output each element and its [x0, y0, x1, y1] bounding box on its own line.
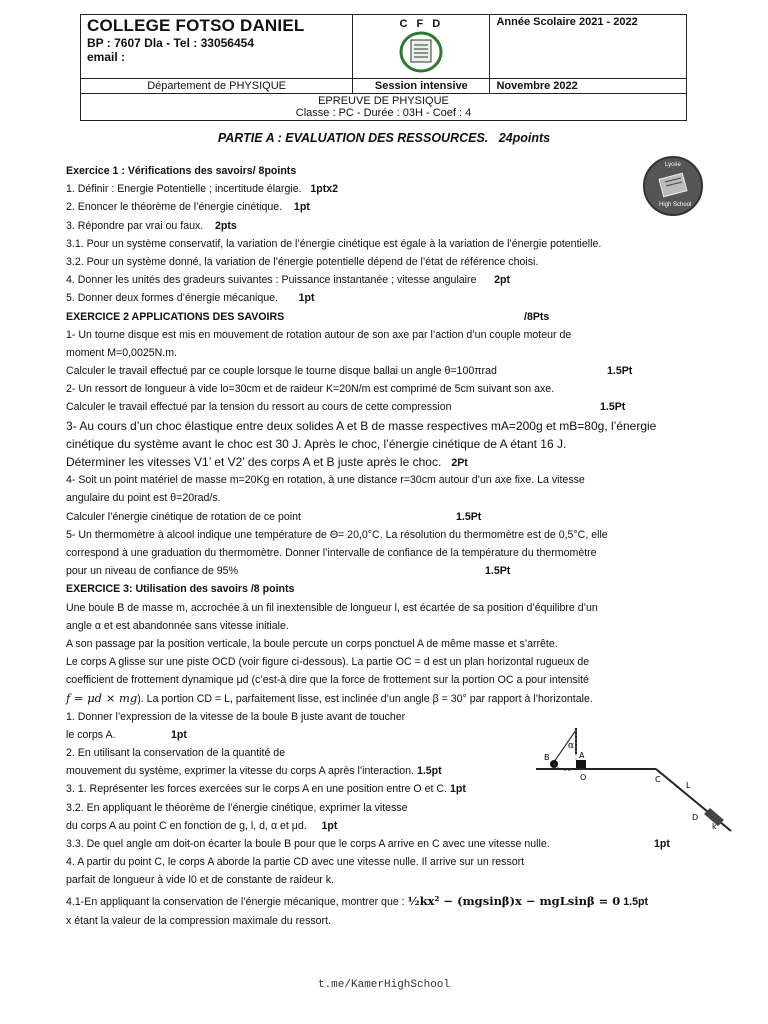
ex3-q4a: 4. A partir du point C, le corps A aborde la partie CD avec une vitesse nulle. Il arrive sur un ressort [66, 856, 525, 869]
label-l: L [686, 781, 691, 790]
ex2-l12: 5- Un thermomètre à alcool indique une température de Θ= 20,0°C. La résolution du thermomètre est de 0,5°C, elle [66, 528, 608, 541]
ex1-q3 [66, 217, 706, 235]
ex1-q1-points: 1ptx2 [310, 183, 339, 196]
logo-letters: C F D [399, 18, 444, 30]
ex3-l4: Le corps A glisse sur une piste OCD (voir figure ci-dessous). La partie OC = d est un plan horizontal rugueux de [66, 656, 590, 669]
ex2-l5 [66, 398, 706, 416]
ex3-l3: A son passage par la position verticale, la boule percute un corps ponctuel A de même masse et s’arrête. [66, 637, 558, 650]
ex2-l11-points: 1.5Pt [456, 510, 482, 523]
ex3-q31-points: 1pt [449, 783, 466, 796]
label-o: O [580, 773, 587, 782]
ex3-q41 [66, 890, 706, 912]
ex1-q2-points: 1pt [293, 201, 310, 214]
ex3-q2b-text: mouvement du système, exprimer la vitesse du corps A après l’interaction. [66, 765, 414, 778]
seal-bottom-text: High School [659, 202, 692, 208]
ex2-l9: 4- Soit un point matériel de masse m=20Kg en rotation, à une distance r=30cm autour d’un axe fixe. La vitesse [66, 474, 585, 487]
exam-info-cell [81, 94, 687, 121]
ex3-q33-points: 1pt [654, 837, 670, 850]
ex3-l2: angle α et est abandonnée sans vitesse initiale. [66, 619, 289, 632]
school-year: Année Scolaire 2021 - 2022 [496, 16, 638, 28]
month-cell: Novembre 2022 [490, 79, 687, 94]
part-a-title [0, 131, 768, 145]
ex1-q5-text: 5. Donner deux formes d’énergie mécanique. [66, 292, 278, 305]
ex3-q33-text: 3.3. De quel angle αm doit-on écarter la boule B pour que le corps A arrive en C avec une vitesse nulle. [66, 837, 550, 850]
ex2-l11-text: Calculer l’énergie cinétique de rotation de ce point [66, 510, 301, 523]
ex1-q5 [66, 289, 706, 307]
block-a [576, 760, 586, 769]
ex1-q2 [66, 198, 706, 216]
ex2-l14-points: 1.5Pt [485, 565, 511, 578]
session-cell: Session intensive [353, 79, 490, 94]
ex1-q4 [66, 271, 706, 289]
ex1-title: Exercice 1 : Vérifications des savoirs/ 8points [66, 165, 297, 177]
ex3-q41-points: 1.5pt [623, 895, 648, 908]
ex3-q33 [66, 835, 706, 853]
ex3-q1-points: 1pt [171, 728, 187, 741]
ex3-l1: Une boule B de masse m, accrochée à un fil inextensible de longueur l, est écartée de sa position d’équilibre d’un [66, 601, 598, 614]
label-a: A [579, 751, 585, 760]
label-alpha: α [568, 741, 575, 751]
label-k: k [712, 822, 717, 831]
ex2-l5-text: Calculer le travail effectué par la tension du ressort au cours de cette compression [66, 401, 452, 414]
ex3-q32b-text: du corps A au point C en fonction de g, l, d, α et μd. [66, 819, 307, 832]
ex2-l8 [66, 453, 706, 471]
part-a-label: PARTIE A : EVALUATION DES RESSOURCES. [217, 131, 489, 145]
ex2-l5-points: 1.5Pt [600, 401, 626, 414]
ex3-l6-text: ). La portion CD = L, parfaitement lisse, est inclinée d’un angle β = 30° par rapport à l’horizontale. [137, 693, 593, 706]
ex3-q1a: 1. Donner l’expression de la vitesse de la boule B juste avant de toucher [66, 710, 406, 723]
ex1-q1 [66, 180, 706, 198]
ex1-q1-text: 1. Définir : Energie Potentielle ; incertitude élargie. [66, 183, 302, 196]
ex2-l7: cinétique du système avant le choc est 30 J. Après le choc, l’énergie cinétique de A étant 16 J. [66, 436, 567, 451]
header-table [80, 14, 687, 121]
ex2-l1: 1- Un tourne disque est mis en mouvement de rotation autour de son axe par l’action d’un couple moteur de [66, 328, 572, 341]
ex2-points: /8Pts [524, 310, 550, 323]
ex3-l6 [66, 689, 706, 707]
ex2-l3 [66, 362, 706, 380]
ex2-l3-text: Calculer le travail effectué par ce couple lorsque le tourne disque ballai un angle θ=100πrad [66, 365, 497, 378]
ex3-q2a: 2. En utilisant la conservation de la quantité de [66, 747, 286, 759]
ex2-l2: moment M=0,0025N.m. [66, 346, 177, 359]
ex2-l10: angulaire du point est θ=20rad/s. [66, 492, 221, 505]
logo-cell [353, 15, 490, 79]
school-email: email : [87, 50, 126, 64]
ex1-q32: 3.2. Pour un système donné, la variation de l’énergie potentielle dépend de l’état de référence choisi. [66, 255, 539, 268]
seal-top-text: Lycée [665, 162, 681, 168]
ex3-q32-points: 1pt [321, 819, 338, 832]
ex3-q4b: parfait de longueur à vide l0 et de constante de raideur k. [66, 874, 334, 887]
ex1-q4-points: 2pt [494, 274, 511, 287]
part-a-points: 24points [498, 131, 551, 145]
ex3-q31-text: 3. 1. Représenter les forces exercées sur le corps A en une position entre O et C. [66, 783, 447, 796]
ex2-l3-points: 1.5Pt [607, 365, 633, 378]
year-cell [490, 15, 687, 79]
ex3-q32a: 3.2. En appliquant le théorème de l’énergie cinétique, exprimer la vitesse [66, 801, 408, 814]
ex1-q2-text: 2. Enoncer le théorème de l’énergie cinétique. [66, 201, 283, 214]
ex3-q41-text: 4.1-En appliquant la conservation de l’énergie mécanique, montrer que : [66, 895, 405, 908]
ex1-q31: 3.1. Pour un système conservatif, la variation de l’énergie cinétique est égale à la variation de l’énergie potentielle. [66, 237, 602, 250]
ex2-l11 [66, 508, 706, 526]
label-c: C [655, 775, 661, 784]
ex2-l8-text: Déterminer les vitesses V1’ et V2’ des corps A et B juste après le choc. [66, 455, 442, 469]
ex3-l5: coefficient de frottement dynamique μd (c’est-à dire que la force de frottement sur la portion OC a pour intensité [66, 674, 589, 687]
ex2-title [66, 308, 706, 326]
ex2-l8-points: 2Pt [451, 457, 468, 469]
exam-title: EPREUVE DE PHYSIQUE [318, 95, 449, 107]
ex2-l4: 2- Un ressort de longueur à vide lo=30cm et de raideur K=20N/m est comprimé de 5cm suivant son axe. [66, 383, 555, 396]
ex3-q41-equation: ½kx² − (mgsinβ)x − mgLsinβ = 0 [407, 893, 621, 908]
telegram-footer: t.me/KamerHighSchool [317, 979, 451, 991]
ex3-title: EXERCICE 3: Utilisation des savoirs /8 points [66, 583, 295, 596]
ex2-title-text: EXERCICE 2 APPLICATIONS DES SAVOIRS [66, 310, 285, 323]
exam-class-info: Classe : PC - Durée : 03H - Coef : 4 [295, 107, 472, 119]
school-contact: BP : 7607 Dla - Tel : 33056454 [87, 36, 254, 50]
school-logo-icon [397, 30, 445, 74]
ex3-q2-points: 1.5pt [416, 765, 442, 778]
school-name: COLLEGE FOTSO DANIEL [87, 16, 305, 35]
ex3-q41c: x étant la valeur de la compression maximale du ressort. [66, 914, 331, 927]
ex1-q5-points: 1pt [298, 292, 315, 305]
ex1-q4-text: 4. Donner les unités des gradeurs suivantes : Puissance instantanée ; vitesse angulaire [66, 274, 477, 287]
label-b: B [544, 753, 550, 762]
ex1-q3-points: 2pts [215, 219, 237, 232]
ex2-l14-text: pour un niveau de confiance de 95% [66, 565, 238, 578]
ex2-l6: 3- Au cours d’un choc élastique entre deux solides A et B de masse respectives mA=200g et mB=80g, l’énergie [66, 418, 657, 433]
school-cell [81, 15, 353, 79]
ex2-l14 [66, 562, 706, 580]
pendulum-track-figure [536, 726, 736, 836]
ex1-q3-text: 3. Répondre par vrai ou faux. [66, 219, 204, 232]
ex3-friction-formula: f = μd × mg [66, 691, 138, 706]
ex3-q1b-text: le corps A. [66, 728, 116, 741]
label-d: D [692, 813, 699, 822]
ex2-l13: correspond à une graduation du thermomètre. Donner l’intervalle de confiance de la température du thermomètre [66, 546, 597, 559]
department-cell: Département de PHYSIQUE [81, 79, 353, 94]
